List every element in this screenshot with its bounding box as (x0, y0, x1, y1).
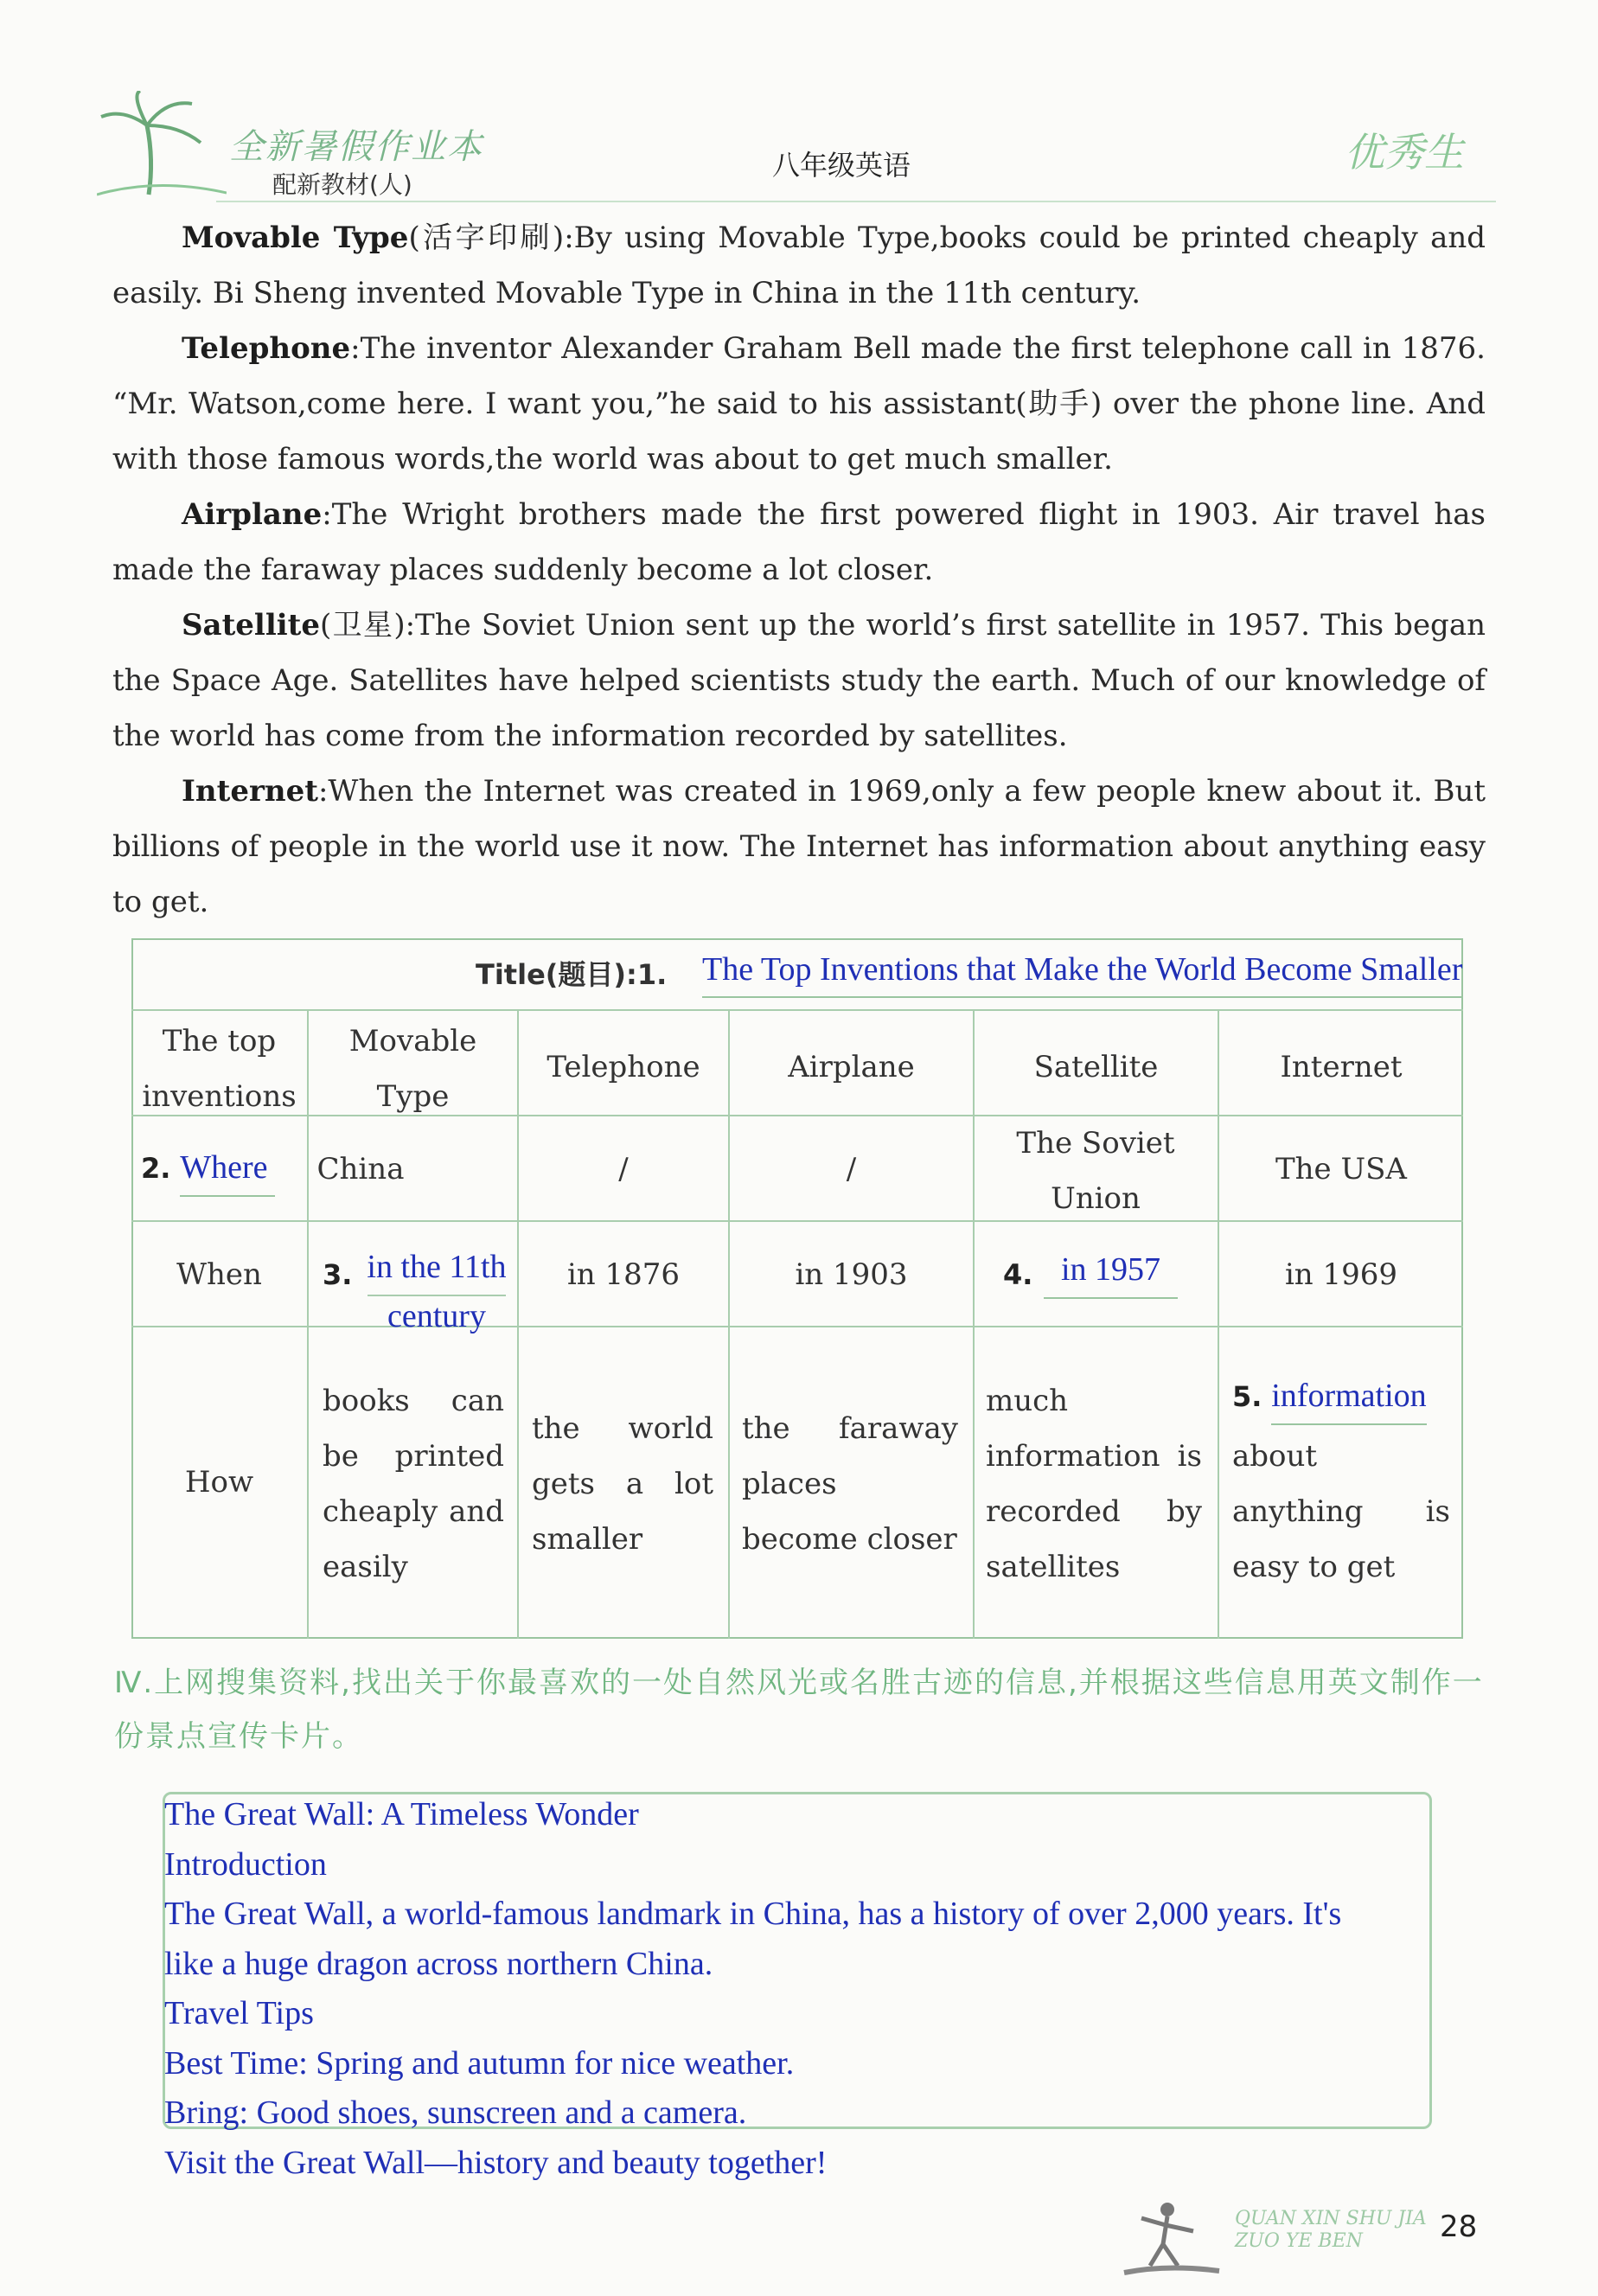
blank-number-3: 3. (323, 1258, 353, 1291)
paragraph-telephone (112, 321, 1486, 487)
table-title-label (476, 947, 667, 1002)
table-line (973, 1009, 975, 1639)
how-telephone: the world gets a lot smaller (532, 1411, 713, 1557)
table-line (131, 1220, 1463, 1222)
paragraph-satellite (112, 598, 1486, 764)
page-subject: 八年级英语 (772, 149, 911, 182)
footer-brand-line: ZUO YE BEN (1235, 2230, 1363, 2252)
how-internet-blank (1232, 1368, 1450, 1425)
card-line: Bring: Good shoes, sunscreen and a camera. (164, 2095, 747, 2131)
term: Movable Type (182, 221, 409, 255)
blank-number: 2. (141, 1152, 171, 1185)
row-head-when: When (176, 1257, 262, 1292)
table-line (131, 1326, 1463, 1327)
brand-title: 全新暑假作业本 (229, 127, 483, 167)
blank-number-4: 4. (1003, 1258, 1033, 1291)
header-divider (216, 201, 1496, 202)
paragraph-text: :The Wright brothers made the first powered flight in 1903. Air travel has made the faraway places suddenly become a lot closer. (112, 497, 1486, 587)
when-answer-3 (363, 1243, 510, 1341)
section-4-instruction: Ⅳ.上网搜集资料,找出关于你最喜欢的一处自然风光或名胜古迹的信息,并根据这些信息用英文制作一份景点宣传卡片。 (114, 1666, 1484, 1754)
how-airplane: the faraway places become closer (742, 1411, 958, 1557)
footer-brand (1235, 2208, 1427, 2253)
how-movable-type: books can be printed cheaply and easily (323, 1384, 504, 1584)
paragraph-airplane (112, 487, 1486, 598)
brand-logo-text: 优秀生 (1345, 129, 1464, 176)
when-answer-4: in 1957 (1044, 1242, 1178, 1299)
how-satellite: much information is recorded by satellites (986, 1384, 1202, 1584)
card-line: Best Time: Spring and autumn for nice weather. (164, 2044, 795, 2082)
how-internet: about anything is easy to get (1232, 1439, 1450, 1584)
where-telephone: / (618, 1152, 629, 1186)
blank-number: 1. (636, 958, 668, 991)
term: Telephone (182, 331, 351, 366)
term: Airplane (182, 497, 323, 532)
row-head-inventions: The top inventions (142, 1024, 297, 1114)
card-line: Travel Tips (164, 1995, 314, 2031)
paragraph-text: :The inventor Alexander Graham Bell made the first telephone call in 1876. “Mr. Watson,come here. I want you,”he said to his assistant(助手) over the phone line. And with those famous words,the world was about to get much smaller. (112, 331, 1486, 476)
where-internet: The USA (1275, 1152, 1407, 1186)
card-line: like a huge dragon across northern China. (164, 1945, 713, 1982)
table-line (1218, 1009, 1219, 1639)
when-answer-3-text: in the 11th century (367, 1249, 507, 1334)
how-answer-5: information (1271, 1368, 1426, 1425)
col-telephone: Telephone (547, 1050, 700, 1084)
card-line: Visit the Great Wall—history and beauty together! (164, 2144, 828, 2181)
row-head-how: How (184, 1465, 254, 1500)
table-line (517, 1009, 519, 1639)
where-movable-type: China (316, 1152, 405, 1186)
paragraph-text: :When the Internet was created in 1969,only a few people knew about it. But billions of people in the world use it now. The Internet has information about anything easy to get. (112, 774, 1486, 919)
card-text (164, 1790, 1341, 2188)
col-airplane: Airplane (788, 1050, 915, 1084)
blank-number: 5. (1232, 1380, 1262, 1413)
where-blank (141, 1140, 275, 1197)
paragraph-internet (112, 764, 1486, 930)
card-line: Introduction (164, 1845, 327, 1883)
where-airplane: / (846, 1152, 857, 1186)
where-answer: Where (180, 1140, 275, 1197)
surfer-icon (1115, 2197, 1228, 2283)
col-satellite: Satellite (1033, 1050, 1159, 1084)
paragraph-text: (活字印刷):By using Movable Type,books could be printed cheaply and easily. Bi Sheng invented Movable Type in China in the 11th century. (112, 221, 1486, 310)
when-internet: in 1969 (1284, 1257, 1398, 1292)
table-line (131, 1009, 1463, 1011)
when-telephone: in 1876 (566, 1257, 681, 1292)
card-line: The Great Wall, a world-famous landmark in China, has a history of over 2,000 years. It's (164, 1896, 1342, 1932)
answer-underline (368, 1295, 506, 1296)
term: Satellite (182, 608, 321, 643)
page-number: 28 (1440, 2210, 1478, 2244)
when-airplane: in 1903 (795, 1257, 908, 1292)
palm-tree-icon (97, 91, 227, 199)
title-answer: The Top Inventions that Make the World Become Smaller (702, 943, 1462, 998)
brand-subtitle: 配新教材(人) (272, 170, 412, 199)
paragraph-movable-type (112, 210, 1486, 321)
where-satellite: The Soviet Union (1016, 1126, 1175, 1216)
footer-brand-line: QUAN XIN SHU JIA (1235, 2208, 1427, 2229)
term: Internet (182, 774, 318, 809)
title-label: Title(题目): (476, 958, 637, 991)
col-internet: Internet (1280, 1050, 1403, 1084)
table-line (728, 1009, 730, 1639)
card-line: The Great Wall: A Timeless Wonder (164, 1796, 639, 1832)
col-movable-type: Movable Type (348, 1024, 477, 1114)
paragraph-text: (卫星):The Soviet Union sent up the world’s first satellite in 1957. This began the Space Age. Satellites have helped scientists study the earth. Much of our knowledge of the world has come from the information recorded by satellites. (112, 608, 1486, 753)
